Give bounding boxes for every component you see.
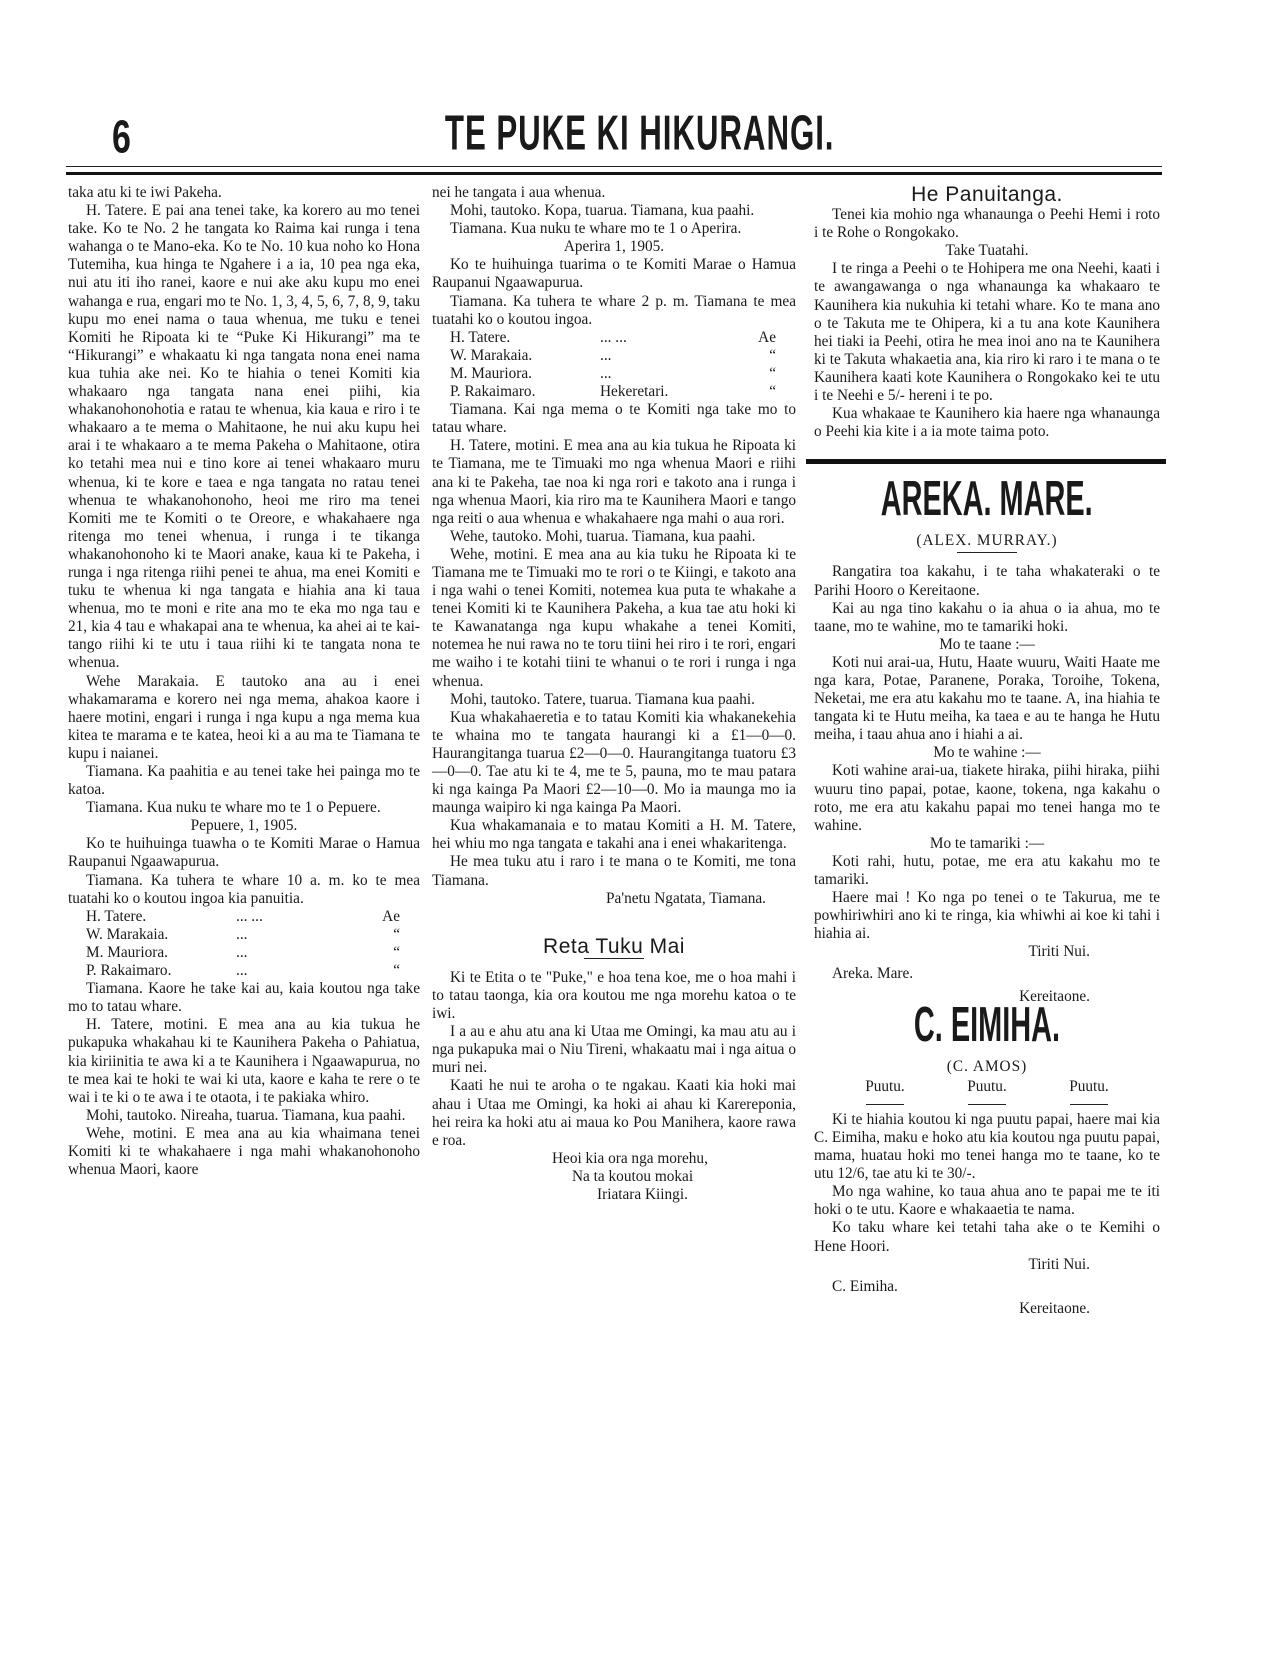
roll-call-row <box>450 329 796 347</box>
section-header <box>432 934 796 959</box>
roll-call-row <box>450 365 796 383</box>
paragraph: Wehe, motini. E mea ana au kia whaimana tenei Komiti ki te whakahaere i nga mahi whakanohonoho whenua Maori, kaore <box>68 1124 420 1179</box>
paragraph: I te ringa a Peehi o te Hohipera me ona Neehi, kaati i te awangawanga o nga whanaunga ka whakaaro te Kaunihera kia nukuhia ki tetahi whare. Ko te mana ano o te Takuta me te Ohipera, ki a tu ana kote Kaunihera hei tiaki ia Peehi, otira he mea inoi ano na te Kaunihera ki te Takuta whakaetia ana, kia riro ki raro i te mana o te Kaunihera kaati kote Kaunihera o Rongokako kei te utu i te Neehi e 5/- hereni i te po. <box>814 260 1160 405</box>
advert-title-text: C. EIMIHA. <box>913 997 1061 1053</box>
section-heading: Reta Tuku Mai <box>543 934 685 958</box>
paragraph: Tenei kia mohio nga whanaunga o Peehi Hemi i roto i te Rohe o Rongokako. <box>814 206 1160 242</box>
roll-call <box>432 329 796 401</box>
heading-rule <box>584 958 644 959</box>
subheading: Pepuere, 1, 1905. <box>190 817 298 835</box>
paragraph: Tiamana. Ka tuhera te whare 10 a. m. ko te mea tuatahi ko o koutou ingoa kia panuitia. <box>68 871 420 907</box>
masthead-rule-thin <box>66 166 1162 167</box>
leader-dots: ... <box>236 962 248 980</box>
paragraph: Tiamana. Ka paahitia e au tenei take hei painga mo te katoa. <box>68 763 420 799</box>
roll-call-row <box>86 962 420 980</box>
leader-dots: Hekeretari. <box>600 383 669 401</box>
signature-line: Tiriti Nui. <box>1028 1255 1090 1273</box>
leader-dots: ... <box>236 925 248 943</box>
paragraph: Kua whakaae te Kaunihero kia haere nga whanaunga o Peehi kia kite i a ia mote taima poto. <box>814 405 1160 441</box>
paragraph: Tiamana. Kua nuku te whare mo te 1 o Aperira. <box>450 220 742 238</box>
boots-item: Puutu. <box>865 1078 905 1111</box>
advert-title-text: AREKA. MARE. <box>881 471 1093 527</box>
roll-call-row <box>450 347 796 365</box>
roll-call-row <box>450 383 796 401</box>
leader-dots: ... ... <box>600 328 627 346</box>
attendance-mark: Ae <box>758 328 776 346</box>
paragraph: Koti nui arai-ua, Hutu, Haate wuuru, Waiti Haate me nga kara, Potae, Paranene, Poraka, Toroihe, Tokena, Neketai, me era atu kakahu mo te taane. A, ina hiahia te tangata ki te Hutu meiha, ka taea e au te hanga he Hutu meiha, i taau ahua ano i hiahi a ai. <box>814 653 1160 744</box>
paragraph: Mohi, tautoko. Tatere, tuarua. Tiamana kua paahi. <box>450 690 755 708</box>
paragraph: Koti wahine arai-ua, tiakete hiraka, piihi hiraka, piihi wuuru tino papai, potae, kaone, tokena, nga kakahu o roto, me era atu kakahu papai mo tenei hanga mo te wahine. <box>814 762 1160 834</box>
paragraph: Tiamana. Ka tuhera te whare 2 p. m. Tiamana te mea tuatahi ko o koutou ingoa. <box>432 292 796 328</box>
signature-line: Tiriti Nui. <box>1028 943 1090 961</box>
page-number: 6 <box>112 112 131 164</box>
paragraph: Wehe Marakaia. E tautoko ana au i enei whakamarama e korero nei nga mema, ahakoa kaore i haere motini, engari i runga i nga kupu a nga mema kua kitea te marama e te katea, heoi ki a au ma te Tiamana te kupu i naianei. <box>68 672 420 762</box>
boots-item: Puutu. <box>1069 1078 1109 1111</box>
advert-subtitle: (C. AMOS) <box>946 1057 1028 1075</box>
paragraph: Ki te hiahia koutou ki nga puutu papai, haere mai kia C. Eimiha, maku e hoko atu kia koutou nga puutu papai, mama, huatau hoki mo tenei hanga mo te taane, ko te utu 12/6, tae atu ki te 30/-. <box>814 1110 1160 1183</box>
subheading: Aperira 1, 1905. <box>563 238 665 256</box>
boots-item: Puutu. <box>967 1078 1007 1111</box>
paragraph: Mohi, tautoko. Kopa, tuarua. Tiamana, kua paahi. <box>450 202 755 220</box>
roll-call-row <box>86 908 420 926</box>
advert-title <box>814 997 1160 1058</box>
paragraph: He mea tuku atu i raro i te mana o te Komiti, me tona Tiamana. <box>432 853 796 889</box>
closing-line: Heoi kia ora nga morehu, <box>552 1149 708 1167</box>
paragraph: I a au e ahu atu ana ki Utaa me Omingi, ka mau atu au i nga pukapuka mai o Niu Tireni, whakaatu mai i nga aitua o muri nei. <box>432 1023 796 1077</box>
paragraph: Rangatira toa kakahu, i te taha whakateraki o te Parihi Hooro o Kereitaone. <box>814 563 1160 599</box>
paragraph-continued: nei he tangata i aua whenua. <box>432 184 606 201</box>
column-left <box>68 184 420 1179</box>
masthead <box>0 106 1280 162</box>
member-name: H. Tatere. <box>450 328 511 346</box>
member-name: P. Rakaimaro. <box>86 962 172 980</box>
leader-dots: ... <box>236 943 248 961</box>
short-rule <box>957 552 1017 553</box>
letter-closing <box>432 1150 796 1204</box>
roll-call <box>68 908 420 980</box>
signoff-name: C. Eimiha. <box>832 1277 898 1295</box>
attendance-mark: Ae <box>382 907 400 925</box>
attendance-mark: “ <box>769 364 776 382</box>
member-name: H. Tatere. <box>86 907 147 925</box>
attendance-mark: “ <box>769 383 776 401</box>
leader-dots: ... ... <box>236 907 263 925</box>
leader-dots: ... <box>600 364 612 382</box>
paragraph: Mo nga wahine, ko taua ahua ano te papai me te iti hoki o te utu. Kaore e whakaaetia te nama. <box>814 1183 1160 1219</box>
member-name: W. Marakaia. <box>450 346 533 364</box>
paragraph: Ko te huihuinga tuawha o te Komiti Marae o Hamua Raupanui Ngaawapurua. <box>68 835 420 871</box>
member-name: M. Mauriora. <box>450 364 532 382</box>
masthead-rule-thick <box>66 172 1162 175</box>
paragraph: Tiamana. Kaore he take kai au, kaia koutou nga take mo to tatau whare. <box>68 980 420 1016</box>
paragraph: Ko te huihuinga tuarima o te Komiti Marae o Hamua Raupanui Ngaawapurua. <box>432 256 796 292</box>
attendance-mark: “ <box>769 346 776 364</box>
signature: Pa'netu Ngatata, Tiamana. <box>606 889 766 907</box>
paragraph: Ki te Etita o te "Puke," e hoa tena koe, me o hoa mahi i to tatau taonga, kia ora koutou me nga morehu katoa o te iwi. <box>432 968 796 1023</box>
paragraph: Haere mai ! Ko nga po tenei o te Takurua, me te powhiriwhiri ano ki te ringa, kia whiwhi ai koe ki tahi i hiahia ai. <box>814 889 1160 943</box>
attendance-mark: “ <box>393 962 400 980</box>
paragraph: H. Tatere, motini. E mea ana au kia tukua he Ripoata ki te Tiamana, me te Timuaki mo nga whenua Maori e riihi ana ki te Pakeha, tae noa ki nga rori e takoto ana i runga i nga whenua Maori, kia riro ma te Kaunihera Maori e tango nga reiti o aua whenua e whakahaere nga mahi o aua rori. <box>432 437 796 527</box>
subheading: Mo te taane :— <box>939 635 1035 653</box>
section-heading: He Panuitanga. <box>911 183 1063 206</box>
boots-list <box>834 1078 1140 1111</box>
paragraph: Ko taku whare kei tetahi taha ake o te Kemihi o Hene Hoori. <box>814 1219 1160 1255</box>
section-header <box>814 183 1160 206</box>
member-name: P. Rakaimaro. <box>450 383 536 401</box>
closing-line: Iriatara Kiingi. <box>597 1185 688 1203</box>
column-right <box>814 180 1160 1318</box>
closing-line: Na ta koutou mokai <box>572 1167 694 1185</box>
paragraph: Kua whakamanaia e to matau Komiti a H. M. Tatere, hei whiu mo nga tangata e takahi ana i enei whakaritenga. <box>432 817 796 853</box>
newspaper-title: TE PUKE KI HIKURANGI. <box>445 106 835 162</box>
paragraph: Tiamana. Kai nga mema o te Komiti nga take mo to tatau whare. <box>432 401 796 437</box>
paragraph: Wehe, motini. E mea ana au kia tuku he Ripoata ki te Tiamana me te Timuaki mo te rori o te Kiingi, e takoto ana i nga wahi o tenei Komiti, notemea kua puta te whakahe a tenei Komiti ki te Kaunihera Pakeha, a kua tae atu hoki ki te Kawanatanga nga kupu whakahe a tenei Komiti, notemea he nui rawa no te toru tiini hei riro i te rori, engari me waiho i te kotahi tiini te whanui o te rori i runga i nga whenua. <box>432 545 796 690</box>
member-name: W. Marakaia. <box>86 925 169 943</box>
attendance-mark: “ <box>393 943 400 961</box>
advert-title <box>814 471 1160 532</box>
attendance-mark: “ <box>393 925 400 943</box>
subheading: Mo te wahine :— <box>933 744 1041 762</box>
signature-line: Kereitaone. <box>1019 1299 1090 1317</box>
paragraph: Mohi, tautoko. Nireaha, tuarua. Tiamana, kua paahi. <box>86 1106 406 1124</box>
paragraph: Kai au nga tino kakahu o ia ahua o ia ahua, mo te taane, mo te wahine, mo te tamariki hoki. <box>814 599 1160 635</box>
paragraph: Kua whakahaeretia e to tatau Komiti kia whakanekehia te whaina mo te tangata haurangi ki a £1—0—0. Haurangitanga tuarua £2—0—0. Haurangitanga tuatoru £3—0—0. Tae atu ki te 4, me te 5, pauna, mo te mau patara ki nga kainga Pa Maori £2—10—0. Mo ia maunga mo ia maunga waipiro ki nga kainga Pa Maori. <box>432 708 796 817</box>
member-name: M. Mauriora. <box>86 943 168 961</box>
signoff-name: Areka. Mare. <box>832 965 914 983</box>
paragraph: Tiamana. Kua nuku te whare mo te 1 o Pepuere. <box>86 799 381 817</box>
roll-call-row <box>86 926 420 944</box>
paragraph: Koti rahi, hutu, potae, me era atu kakahu mo te tamariki. <box>814 852 1160 888</box>
signature-line: Kereitaone. <box>1019 987 1090 1005</box>
leader-dots: ... <box>600 346 612 364</box>
section-divider <box>806 459 1166 464</box>
paragraph-continued: taka atu ki te iwi Pakeha. <box>68 184 222 201</box>
paragraph: Wehe, tautoko. Mohi, tuarua. Tiamana, kua paahi. <box>450 527 756 545</box>
roll-call-row <box>86 944 420 962</box>
paragraph: Kaati he nui te aroha o te ngakau. Kaati kia hoki mai ahau i Utaa me Omingi, ka hoki ai ahau ki Karereponia, hei reira ka hoki atu ai maua ko Pou Manihera, kaore rawa e roa. <box>432 1077 796 1149</box>
subheading: Take Tuatahi. <box>945 242 1029 260</box>
paragraph: H. Tatere. E pai ana tenei take, ka korero au mo tenei take. Ko te No. 2 he tangata ko Raima kai runga i tena wahanga o te Mano-eka. Ko te No. 10 kua noho ko Hona Tutemiha, kua hinga te Ngahere i a ia, 10 pea nga eka, nui atu iti iho ranei, kaore e nui ake aku kupu mo enei wahanga e rua, engari mo te No. 1, 3, 4, 5, 6, 7, 8, 9, taku kupu mo enei nama o taua whenua, me tuku e tenei Komiti he Ripoata ki te “Puke Ki Hikurangi” ma te “Hikurangi” e whakaatu ki nga tangata nona enei nama kua tuhia ake nei. Ko te hiahia o tenei Komiti kia whakaaro nga tangata nana enei piihi, kia whakanohonohotia e ratau te whenua, kia kaua e riro i te whakaaro a te mema o Mahitaone, he nui aku kupu hei arai i te whakaaro a te mema Pakeha o Mahitaone, otira ko tetahi mea nui e tino kore ai tenei whakaaro muru whenua, ki te kore e taea e nga tangata no ratau tenei whenua te whakanohonoho, heoi me riro ma tenei Komiti me te Komiti o te Oreore, e whakahaere nga ritenga mo tenei whenua, i runga i te tikanga whakanohonoho ki te Maori anake, kaua ki te Pakeha, i runga i nga ritenga riihi penei te ahua, ma enei Komiti e tuku te whenua ki nga tangata e hiahia ana ki taua whenua, mo te moni e rite ana mo te eka mo nga tau e 21, kia 4 tau e whakapai ana te whenua, ka ahei ai te kai-tango riihi ki te utu i taua riihi ki te tangata nona te whenua. <box>68 202 420 672</box>
paragraph: H. Tatere, motini. E mea ana au kia tukua he pukapuka whakahau ki te Kaunihera Pakeha o Pahiatua, kia kiriinitia te awa ki a te Kaunihera i Ngaawapurua, no te mea kai te hoki te wai ki uta, kaore e kaha te rere o te wai i te ki o te awa i te otaota, i te pakiaka whiro. <box>68 1016 420 1106</box>
column-middle <box>432 184 796 1204</box>
subheading: Mo te tamariki :— <box>929 834 1045 852</box>
advert-subtitle: (ALEX. MURRAY.) <box>916 532 1058 550</box>
